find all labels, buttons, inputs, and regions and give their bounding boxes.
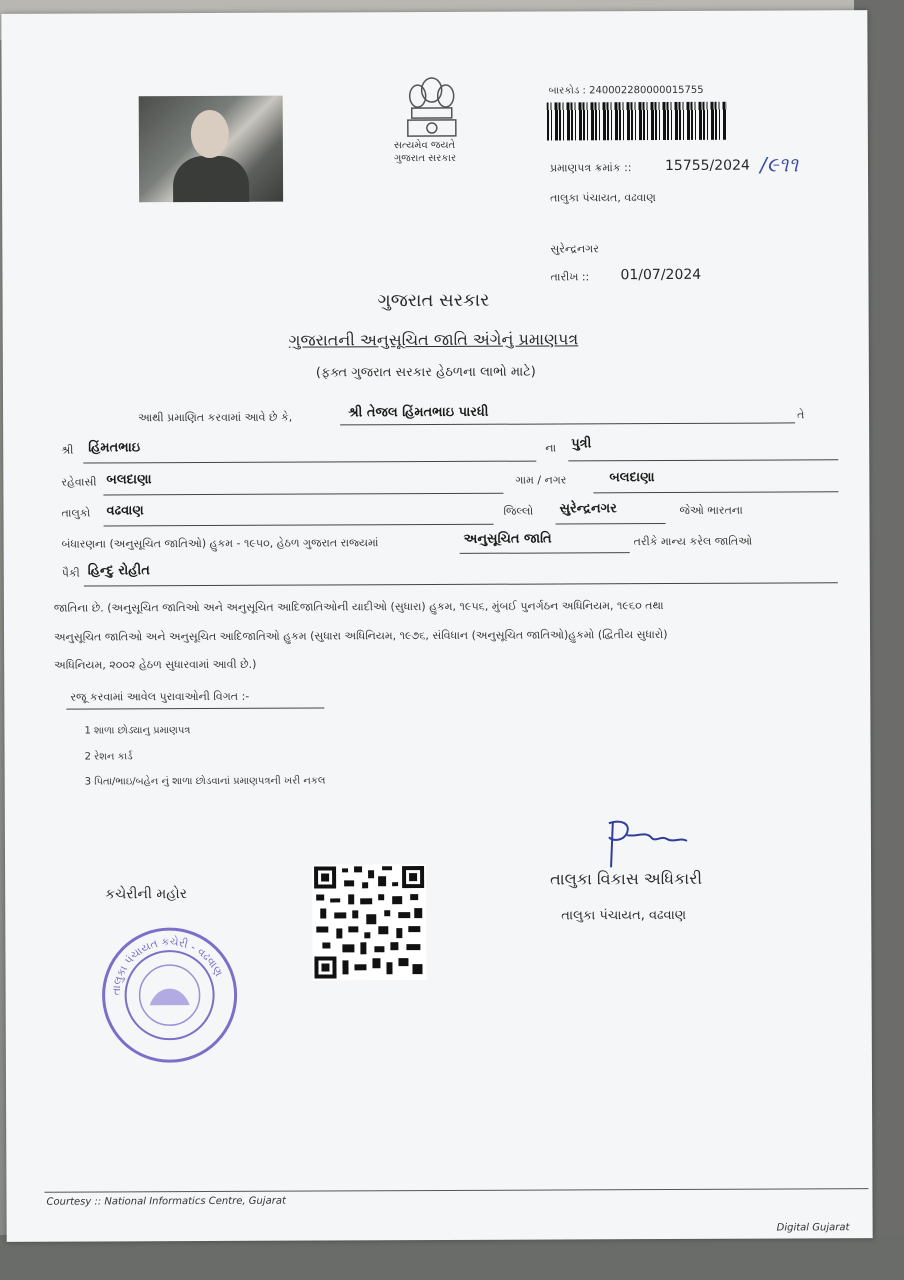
certificate-sheet (1, 10, 872, 1242)
page-subtitle: (ફક્ત ગુજરાત સરકાર હેઠળના લાભો માટે) (315, 364, 536, 381)
evidence-item-3: 3 પિતા/ભાઇ/બહેન નું શાળા છોડવાનાં પ્રમાણપત્રની ખરી નકલ (84, 775, 326, 788)
village-label: ગામ / નગર (515, 473, 567, 487)
seal-label: કચેરીની મહોર (105, 886, 187, 903)
page-title: ગુજરાતની અનુસૂચિત જાતિ અંગેનું પ્રમાણપત્ર (288, 329, 579, 350)
barcode (547, 102, 727, 141)
resident-underline (103, 493, 503, 496)
district-value: સુરેન્દ્રનગર (559, 501, 617, 517)
cert-no-label: પ્રમાણપત્ર ક્રમાંક :: (549, 161, 632, 175)
resident-value: બલદાણા (106, 472, 152, 488)
emblem-motto: સત્યમેવ જયતે (393, 139, 456, 152)
seal-ring-text: તાલુકા પંચાયત કચેરી - વઢવાણ (109, 935, 226, 996)
taluka-underline (104, 524, 494, 527)
te-label: તે (797, 408, 805, 422)
caste-value: હિન્દુ રોહીત (87, 563, 150, 579)
father-name: હિંમતભાઇ (88, 440, 141, 456)
relation-underline (568, 459, 838, 461)
date-label: તારીખ :: (550, 270, 590, 284)
paiki-label: પૈકી (61, 566, 80, 580)
signature-icon (601, 817, 691, 873)
office-top: તાલુકા પંચાયત, વઢવાણ (550, 191, 656, 205)
line4-text: જેઓ ભારતના (679, 503, 743, 517)
village-underline (593, 491, 838, 493)
certify-label: આથી પ્રમાણિત કરવામાં આવે છે કે, (138, 410, 293, 425)
category-underline (460, 552, 630, 554)
evidence-item-2: 2 રેશન કાર્ડ (84, 751, 133, 763)
barcode-number: બારકોડ : 240002280000015755 (548, 84, 704, 97)
applicant-name: શ્રી તેજલ હિંમતભાઇ પારધી (348, 404, 489, 421)
resident-label: રહેવાસી (61, 475, 97, 489)
order-text: બંધારણના (અનુસૂચિત જાતિઓ) હુકમ - ૧૯૫૦, હેઠળ ગુજરાત રાજ્યમાં (61, 536, 379, 551)
na-label: ના (545, 441, 557, 455)
cert-no-handwritten: /૯૧૧ (759, 152, 799, 177)
signatory-office: તાલુકા પંચાયત, વઢવાણ (561, 907, 687, 924)
caste-underline (84, 582, 838, 586)
district-underline (556, 523, 666, 524)
para-line-2: અનુસૂચિત જાતિઓ અને અનુસૂચિત આદિજાતિઓ હુકમ (સુધારા અધિનિયમ, ૧૯૭૬, સંવિધાન (અનુસૂચિત જાતિઓ)હુકમો (દ્વિતીય સુધારો) (54, 627, 668, 644)
district-top: સુરેન્દ્રનગર (550, 242, 599, 256)
evidence-underline (66, 707, 324, 709)
office-seal-stamp (97, 923, 243, 1069)
applicant-photo (139, 96, 283, 203)
village-value: બલદાણા (609, 470, 655, 486)
category-value: અનુસૂચિત જાતિ (463, 531, 552, 547)
name-underline (340, 422, 795, 425)
signatory-title: તાલુકા વિકાસ અધિકારી (550, 868, 703, 889)
footer-courtesy: Courtesy :: National Informatics Centre, Gujarat (46, 1195, 286, 1208)
date-value: 01/07/2024 (620, 266, 702, 284)
relation-value: પુત્રી (571, 436, 592, 452)
taluka-label: તાલુકો (61, 506, 91, 520)
evidence-item-1: 1 શાળા છોડ્યાનુ પ્રમાણપત્ર (84, 725, 191, 737)
district-label: જિલ્લો (503, 504, 534, 518)
evidence-heading: રજૂ કરવામાં આવેલ પુરાવાઓની વિગત :- (70, 689, 250, 704)
shri-label: શ્રી (61, 443, 74, 457)
para-line-3: અધિનિયમ, ૨૦૦૨ હેઠળ સુધારવામાં આવી છે.) (54, 657, 257, 672)
father-underline (83, 461, 536, 464)
recognised-text: તરીકે માન્ય કરેલ જાતિઓ (633, 534, 753, 549)
footer-divider (44, 1188, 868, 1193)
cert-no-value: 15755/2024 (664, 157, 750, 175)
qr-code (312, 864, 427, 980)
footer-brand: Digital Gujarat (776, 1222, 850, 1234)
emblem-caption: ગુજરાત સરકાર (393, 152, 457, 165)
taluka-value: વઢવાણ (106, 503, 144, 519)
background-bottom (0, 1235, 904, 1280)
para-line-1: જાતિના છે. (અનુસૂચિત જાતિઓ અને અનુસૂચિત આદિજાતિઓની યાદીઓ (સુધારા) હુકમ, ૧૯૫૬, મુંબઈ પુનર્ગઠન અધિનિયમ, ૧૯૬૦ તથા (53, 599, 664, 615)
govt-heading: ગુજરાત સરકાર (377, 289, 490, 312)
